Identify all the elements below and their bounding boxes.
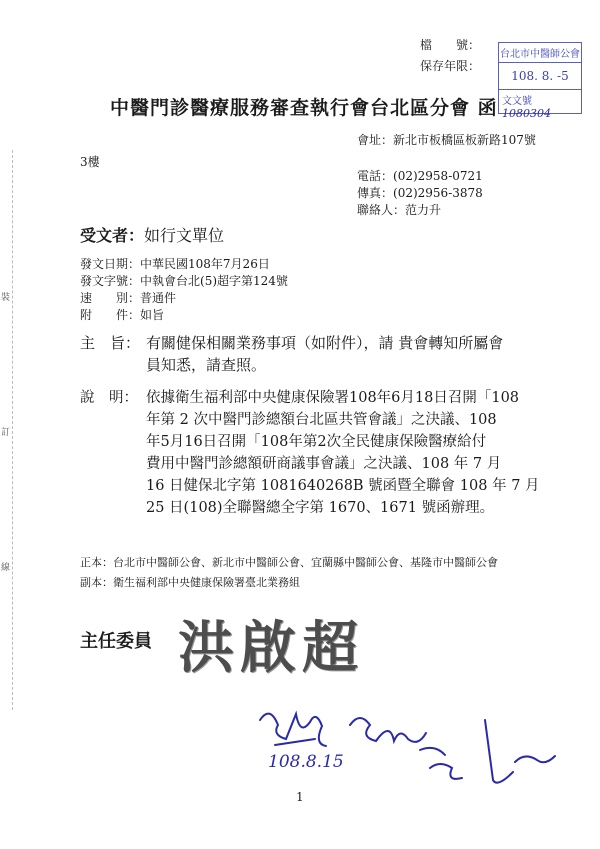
address-label: 會址： xyxy=(357,133,394,147)
contact-label: 聯絡人： xyxy=(357,203,406,217)
recipient-label: 受文者： xyxy=(80,226,145,245)
meta-attachment: 附 件：如旨 xyxy=(80,308,165,322)
phone-label: 電話： xyxy=(357,169,394,183)
subject-line-1: 有關健保相關業務事項（如附件），請 貴會轉知所屬會 xyxy=(146,334,504,352)
meta-doc-no: 發文字號：中執會台北(5)超字第124號 xyxy=(80,274,288,288)
retention-label: 保存年限： xyxy=(420,59,481,73)
meta-block xyxy=(80,256,288,324)
explanation-line-5: 16 日健保北字第 1081640268B 號函暨全聯會 108 年 7 月 xyxy=(146,478,540,494)
explanation-line-3: 年5月16日召開「108年第2次全民健康保險醫療給付 xyxy=(146,434,487,450)
fax-label: 傳真： xyxy=(357,186,394,200)
recipient-value: 如行文單位 xyxy=(144,226,225,245)
document-title: 中醫門診醫療服務審查執行會台北區分會 函 xyxy=(110,97,498,119)
signature-title: 主任委員 xyxy=(80,631,152,652)
stamp-org: 台北市中醫師公會 xyxy=(499,43,581,63)
signature-seal-name: 洪啟超 xyxy=(178,616,364,681)
file-no-label: 檔 號： xyxy=(420,38,481,52)
explanation-line-4: 費用中醫門診總額研商議事會議」之決議、108 年 7 月 xyxy=(146,456,502,472)
meta-date: 發文日期：中華民國108年7月26日 xyxy=(80,257,270,271)
subject-block xyxy=(80,332,503,376)
explanation-line-2: 年第 2 次中醫門診總額台北區共管會議」之決議、108 xyxy=(146,412,497,428)
handwritten-initials xyxy=(230,690,590,800)
explanation-line-6: 25 日(108)全聯醫總全字第 1670、1671 號函辦理。 xyxy=(146,500,495,516)
distribution-block xyxy=(80,553,498,593)
handwritten-date: 108.8.15 xyxy=(268,752,344,772)
explanation-line-1: 依據衛生福利部中央健康保險署108年6月18日召開「108 xyxy=(146,390,520,406)
binding-mark-ding: 訂 xyxy=(1,428,11,438)
stamp-doc-no: 1080304 xyxy=(502,107,551,120)
page-number: 1 xyxy=(296,790,304,804)
phone-value: (02)2958-0721 xyxy=(393,169,483,183)
stamp-date: 108. 8. -5 xyxy=(499,63,581,90)
fax-value: (02)2956-3878 xyxy=(393,186,483,200)
binding-mark-xian: 線 xyxy=(1,563,11,573)
explanation-label: 說 明： xyxy=(80,390,138,406)
binding-mark-zhuang: 裝 xyxy=(1,293,11,303)
address-value: 新北市板橋區板新路107號 xyxy=(393,133,536,147)
meta-speed: 速 別：普通件 xyxy=(80,291,177,305)
explanation-block xyxy=(80,387,540,519)
address-continued: 3樓 xyxy=(80,155,100,169)
stamp-doc-label: 文文號 xyxy=(502,96,532,107)
subject-label: 主 旨： xyxy=(80,334,141,352)
receiving-stamp xyxy=(498,42,582,120)
distribution-main: 正本：台北市中醫師公會、新北市中醫師公會、宜蘭縣中醫師公會、基隆市中醫師公會 xyxy=(80,556,498,569)
contact-value: 范力升 xyxy=(405,203,442,217)
subject-line-2: 員知悉，請查照。 xyxy=(146,356,267,374)
distribution-copy: 副本：衛生福利部中央健康保險署臺北業務組 xyxy=(80,576,300,589)
